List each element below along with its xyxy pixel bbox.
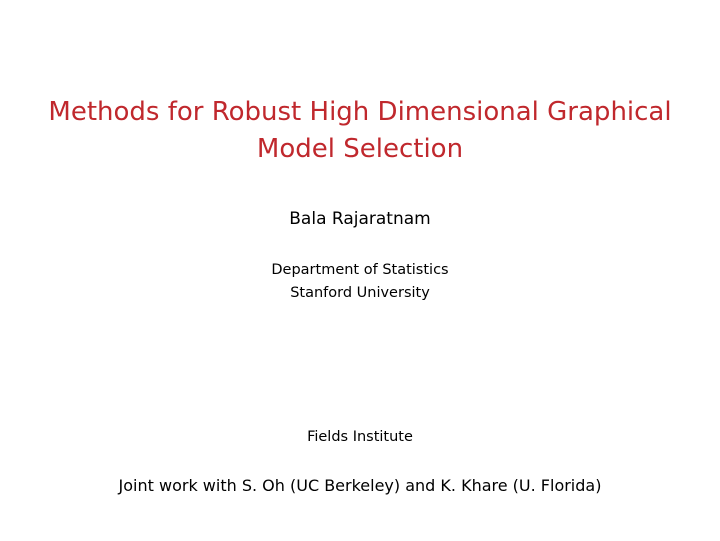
slide-title-line-1: Methods for Robust High Dimensional Graphical bbox=[48, 97, 672, 127]
affiliation-department: Department of Statistics bbox=[271, 262, 449, 278]
affiliation-university: Stanford University bbox=[290, 285, 430, 301]
venue-institute: Fields Institute bbox=[307, 429, 413, 445]
joint-work-note: Joint work with S. Oh (UC Berkeley) and K. Khare (U. Florida) bbox=[118, 476, 602, 495]
author-name: Bala Rajaratnam bbox=[289, 209, 431, 229]
slide-title-line-2: Model Selection bbox=[256, 134, 464, 164]
